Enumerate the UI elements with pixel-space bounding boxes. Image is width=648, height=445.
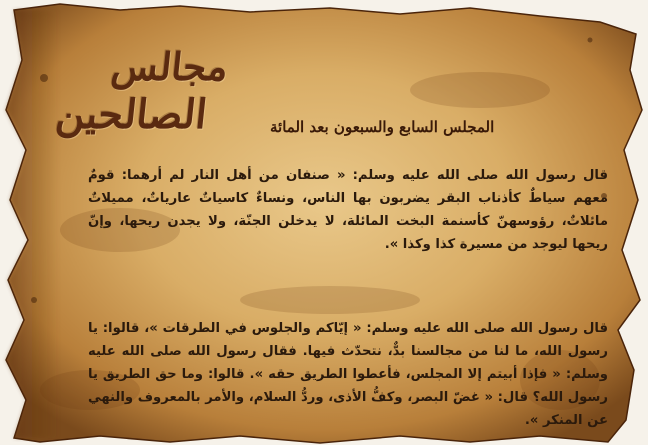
logo-line-2: الصالحين bbox=[53, 91, 210, 138]
logo-line-1: مجالس bbox=[109, 44, 231, 89]
logo-majalis-al-salihin bbox=[53, 44, 238, 156]
hadith-paragraph-2: قال رسول الله صلى الله عليه وسلم: « إيّاكم والجلوس في الطرقات »، قالوا: يا رسول الله، ما لنا من مجالسنا بدٌّ، نتحدّث فيها. فقال رسول الله صلى الله عليه وسلم: « فإذا أبيتم إلا المجلس، فأعطوا الطريق حقه ». قالوا: وما حق الطريق يا رسول الله؟ قال: « غضّ البصر، وكفُّ الأذى، وردُّ السلام، والأمر بالمعروف والنهي عن المنكر ». bbox=[88, 321, 608, 428]
hadith-paragraph-1: قال رسول الله صلى الله عليه وسلم: « صنفان من أهل النار لم أرهما: قومٌ معهم سياطٌ كأذناب البقر يضربون بها الناس، ونساءٌ كاسياتٌ عارياتٌ، مميلاتٌ مائلاتٌ، رؤوسهنّ كأسنمة البخت المائلة، لا يدخلن الجنّة، ولا يجدن ريحها، وإنّ ريحها ليوجد من مسيرة كذا وكذا ». bbox=[88, 168, 608, 252]
session-title: المجلس السابع والسبعون بعد المائة bbox=[270, 118, 495, 136]
